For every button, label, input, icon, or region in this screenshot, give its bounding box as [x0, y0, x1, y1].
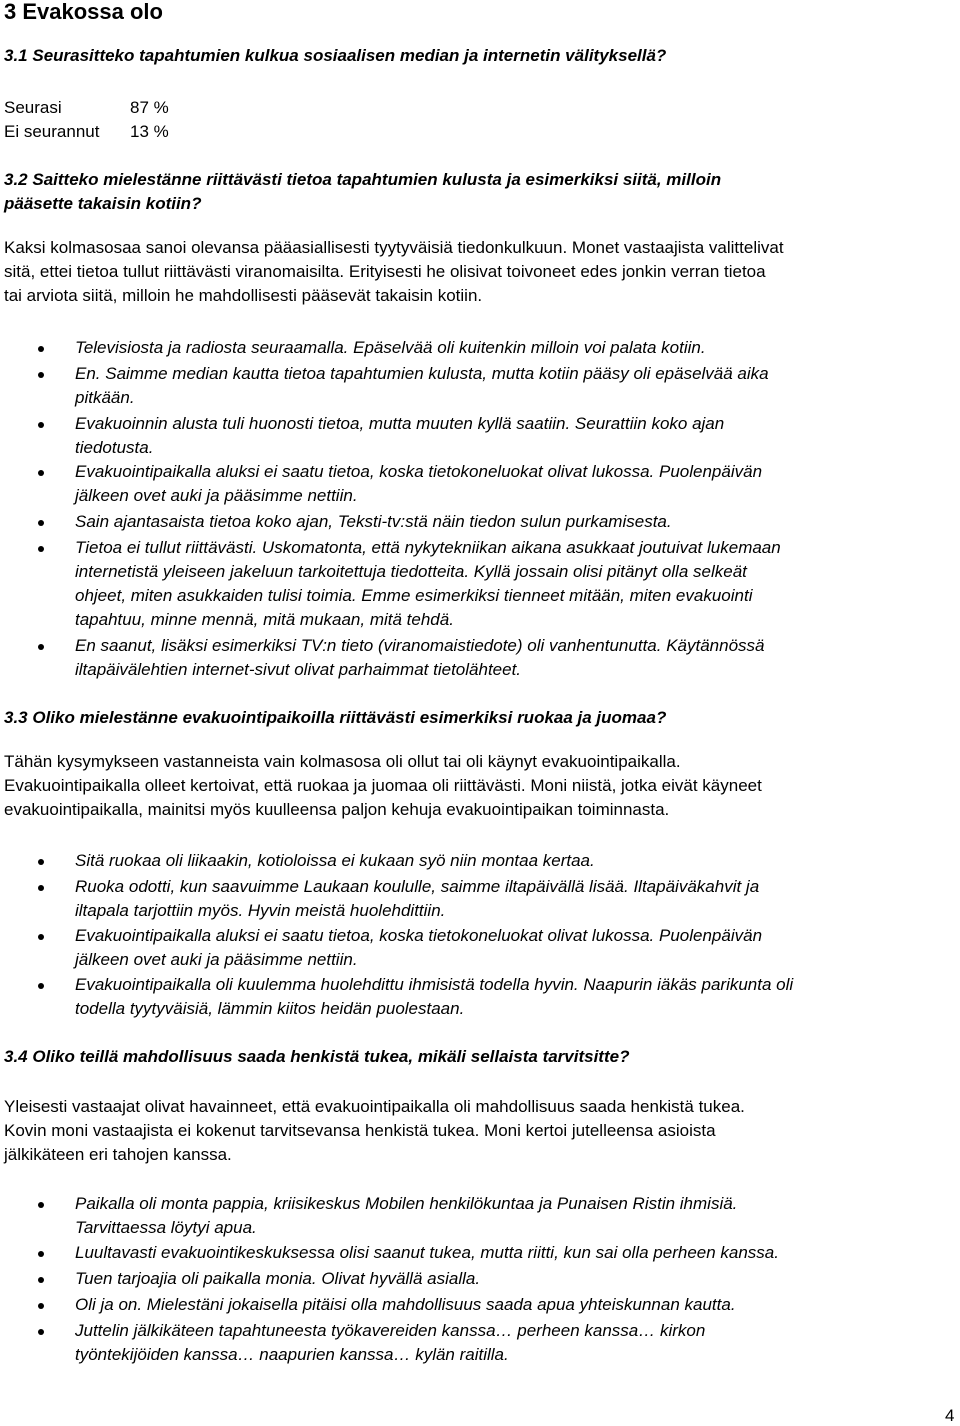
bullet-line: Evakuoinnin alusta tuli huonosti tietoa, mutta muuten kyllä saatiin. Seurattiin koko ajan [75, 414, 725, 433]
bullet-line: iltapäivälehtien internet-sivut olivat parhaimmat tietolähteet. [75, 660, 522, 679]
bullet-dot-icon [38, 983, 44, 989]
section-title: 3 Evakossa olo [4, 0, 163, 24]
question-3-3-heading: 3.3 Oliko mielestänne evakuointipaikoilla riittävästi esimerkiksi ruokaa ja juomaa? [4, 708, 667, 727]
bullet-line: Evakuointipaikalla aluksi ei saatu tietoa, koska tietokoneluokat olivat lukossa. Puolenpäivän [75, 926, 763, 945]
bullet-dot-icon [38, 859, 44, 865]
bullet-dot-icon [38, 546, 44, 552]
bullet-dot-icon [38, 422, 44, 428]
paragraph-line: jälkikäteen eri tahojen kanssa. [4, 1145, 232, 1164]
bullet-dot-icon [38, 470, 44, 476]
bullet-line: Ruoka odotti, kun saavuimme Laukaan koululle, saimme iltapäivällä lisää. Iltapäiväkahvit ja [75, 877, 760, 896]
bullet-line: En. Saimme median kautta tietoa tapahtumien kulusta, mutta kotiin pääsy oli epäselvää aika [75, 364, 769, 383]
bullet-dot-icon [38, 1277, 44, 1283]
bullet-line: Luultavasti evakuointikeskuksessa olisi saanut tukea, mutta riitti, kun sai olla perheen kanssa. [75, 1243, 779, 1262]
result-label-ei-seurannut: Ei seurannut [4, 122, 100, 141]
paragraph-line: Tähän kysymykseen vastanneista vain kolmasosa oli ollut tai oli käynyt evakuointipaikalla. [4, 752, 681, 771]
bullet-line: Juttelin jälkikäteen tapahtuneesta työkavereiden kanssa… perheen kanssa… kirkon [75, 1321, 706, 1340]
paragraph-line: evakuointipaikalla, mainitsi myös kuulleensa paljon kehuja evakuointipaikan toiminnasta. [4, 800, 670, 819]
bullet-line: Tuen tarjoajia oli paikalla monia. Olivat hyvällä asialla. [75, 1269, 481, 1288]
bullet-line: Televisiosta ja radiosta seuraamalla. Epäselvää oli kuitenkin milloin voi palata kotiin. [75, 338, 706, 357]
bullet-line: tapahtuu, minne mennä, mitä mukaan, mitä tehdä. [75, 610, 454, 629]
bullet-line: Oli ja on. Mielestäni jokaisella pitäisi olla mahdollisuus saada apua yhteiskunnan kautta. [75, 1295, 736, 1314]
bullet-line: iltapala tarjottiin myös. Hyvin meistä huolehdittiin. [75, 901, 446, 920]
bullet-line: Evakuointipaikalla oli kuulemma huolehdittu ihmisistä todella hyvin. Naapurin iäkäs parikunta oli [75, 975, 794, 994]
question-3-4-paragraph [4, 1095, 745, 1167]
bullet-line: jälkeen ovet auki ja pääsimme nettiin. [75, 486, 358, 505]
bullet-line: ohjeet, miten asukkaiden tulisi toimia. Emme esimerkiksi tienneet mitään, miten evakuointi [75, 586, 753, 605]
bullet-dot-icon [38, 346, 44, 352]
bullet-line: todella tyytyväisiä, lämmin kiitos heidän puolestaan. [75, 999, 465, 1018]
paragraph-line: tai arviota siitä, milloin he mahdollisesti pääsevät takaisin kotiin. [4, 286, 483, 305]
bullet-line: Tarvittaessa löytyi apua. [75, 1218, 257, 1237]
bullet-dot-icon [38, 644, 44, 650]
result-label-seurasi: Seurasi [4, 98, 62, 117]
question-3-4-heading: 3.4 Oliko teillä mahdollisuus saada henkistä tukea, mikäli sellaista tarvitsitte? [4, 1047, 630, 1066]
question-3-1-heading: 3.1 Seurasitteko tapahtumien kulkua sosiaalisen median ja internetin välityksellä? [4, 46, 667, 65]
bullet-dot-icon [38, 1329, 44, 1335]
question-3-2-heading [4, 168, 721, 216]
bullet-dot-icon [38, 1303, 44, 1309]
bullet-line: tiedotusta. [75, 438, 154, 457]
question-3-3-paragraph [4, 750, 762, 822]
bullet-line: pitkään. [75, 388, 135, 407]
bullet-line: internetistä yleiseen jakeluun tarkoitettuja tiedotteita. Kyllä jossain olisi pitänyt olla selkeät [75, 562, 747, 581]
bullet-line: työntekijöiden kanssa… naapurien kanssa… kylän raitilla. [75, 1345, 509, 1364]
bullet-line: Paikalla oli monta pappia, kriisikeskus Mobilen henkilökuntaa ja Punaisen Ristin ihmisiä. [75, 1194, 738, 1213]
paragraph-line: Kovin moni vastaajista ei kokenut tarvitsevansa henkistä tukea. Moni kertoi jutelleensa asioista [4, 1121, 716, 1140]
bullet-line: jälkeen ovet auki ja pääsimme nettiin. [75, 950, 358, 969]
bullet-dot-icon [38, 1202, 44, 1208]
bullet-dot-icon [38, 934, 44, 940]
bullet-dot-icon [38, 372, 44, 378]
page-number: 4 [945, 1406, 955, 1425]
bullet-dot-icon [38, 885, 44, 891]
bullet-line: Evakuointipaikalla aluksi ei saatu tietoa, koska tietokoneluokat olivat lukossa. Puolenpäivän [75, 462, 763, 481]
bullet-line: Tietoa ei tullut riittävästi. Uskomatonta, että nykytekniikan aikana asukkaat joutuivat lukemaan [75, 538, 781, 557]
question-3-2-paragraph [4, 236, 784, 308]
bullet-dot-icon [38, 1251, 44, 1257]
paragraph-line: sitä, ettei tietoa tullut riittävästi viranomaisilta. Erityisesti he olisivat toivoneet edes jonkin verran tietoa [4, 262, 766, 281]
bullet-line: En saanut, lisäksi esimerkiksi TV:n tieto (viranomaistiedote) oli vanhentunutta. Käytännössä [75, 636, 765, 655]
result-value-seurasi: 87 % [130, 98, 169, 117]
paragraph-line: Evakuointipaikalla olleet kertoivat, että ruokaa ja juomaa oli riittävästi. Moni niistä, jotka eivät käyneet [4, 776, 762, 795]
bullet-line: Sain ajantasaista tietoa koko ajan, Teksti-tv:stä näin tiedon sulun purkamisesta. [75, 512, 672, 531]
bullet-line: Sitä ruokaa oli liikaakin, kotioloissa ei kukaan syö niin montaa kertaa. [75, 851, 595, 870]
heading-line: 3.2 Saitteko mielestänne riittävästi tietoa tapahtumien kulusta ja esimerkiksi siitä, milloin [4, 170, 722, 189]
paragraph-line: Yleisesti vastaajat olivat havainneet, että evakuointipaikalla oli mahdollisuus saada henkistä tukea. [4, 1097, 745, 1116]
heading-line: pääsette takaisin kotiin? [4, 194, 202, 213]
paragraph-line: Kaksi kolmasosaa sanoi olevansa pääasiallisesti tyytyväisiä tiedonkulkuun. Monet vastaajista valittelivat [4, 238, 784, 257]
bullet-dot-icon [38, 520, 44, 526]
result-value-ei-seurannut: 13 % [130, 122, 169, 141]
